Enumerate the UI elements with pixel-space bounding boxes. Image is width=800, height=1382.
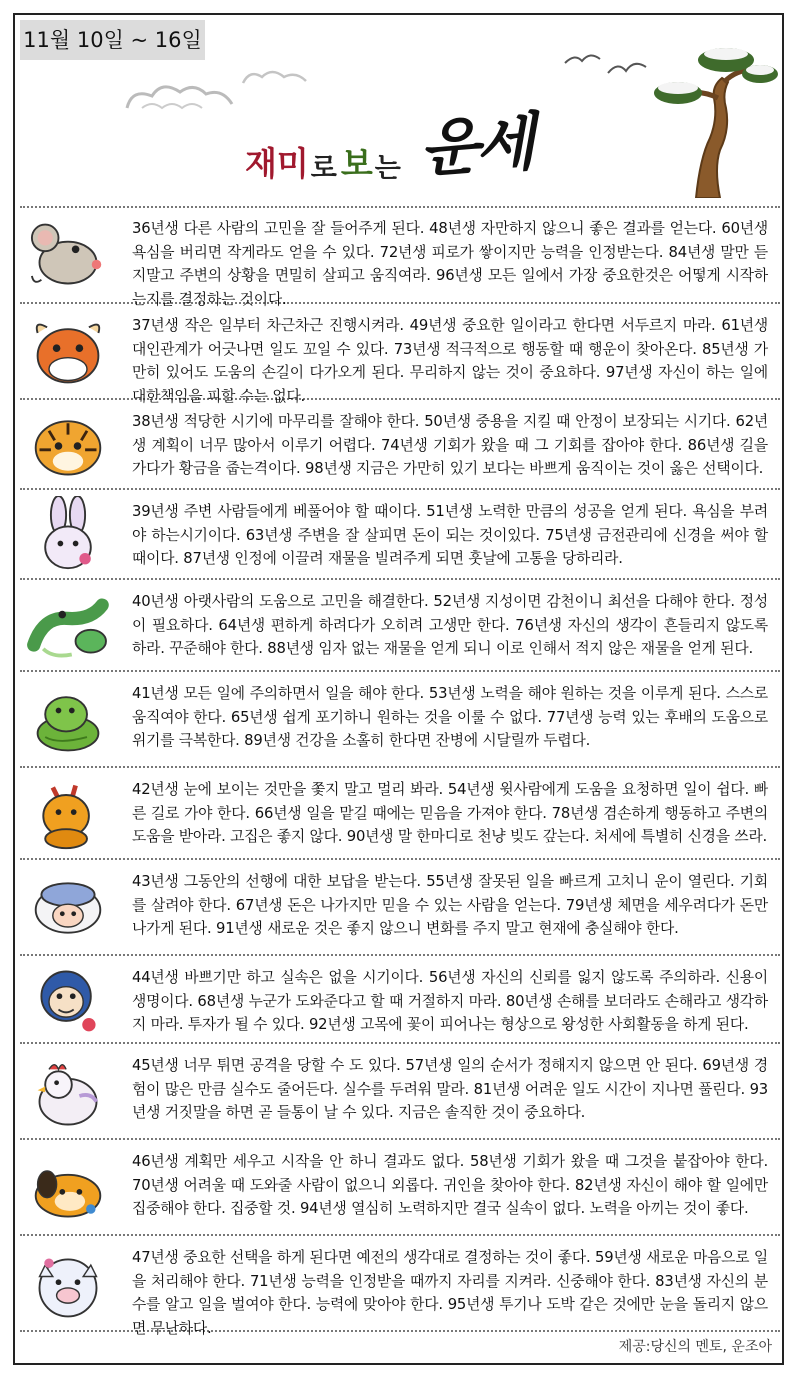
- dragon-icon: [22, 588, 112, 664]
- rabbit-icon: [30, 496, 106, 572]
- fortune-row-dog: [20, 1140, 780, 1236]
- fortune-text: 38년생 적당한 시기에 마무리를 잘해야 한다. 50년생 중용을 지킬 때 안정이 보장되는 시기다. 62년생 계획이 너무 많아서 이루기 어렵다. 74년생 기회가 왔을 때 그 기회를 잡아야 한다. 86년생 길을 가다가 황금을 줍는격이다. 98년생 지금은 가만히 있기 보다는 바쁘게 움직이는 것이 옳은 선택이다.: [132, 413, 768, 477]
- dog-icon: [30, 1152, 106, 1228]
- tiger-icon: [30, 408, 106, 484]
- fortune-row-horse: [20, 768, 780, 860]
- fortune-text: 36년생 다른 사람의 고민을 잘 들어주게 된다. 48년생 자만하지 않으니 좋은 결과를 얻는다. 60년생 욕심을 버리면 작게라도 얻을 수 있다. 72년생 피로가 쌓이지만 능력을 인정받는다. 84년생 말만 듣지말고 주변의 상황을 면밀히 살피고 움직여라. 96년생 모든 일에서 가장 중요한것은 어떻게 시작하는지를 결정하는 것이다.: [132, 220, 768, 308]
- fortune-row-ox: [20, 304, 780, 405]
- fortune-row-rooster: [20, 1044, 780, 1140]
- title-particle-ro: 로: [310, 153, 337, 184]
- rooster-icon: [30, 1058, 106, 1134]
- fortune-text: 44년생 바쁘기만 하고 실속은 없을 시기이다. 56년생 자신의 신뢰를 잃지 않도록 주의하라. 신용이 생명이다. 68년생 누군가 도와준다고 할 때 거절하지 마라. 80년생 손해를 보더라도 손해라고 생각하지 마라. 투자가 될 수 있다. 92년생 고목에 꽃이 피어나는 형상으로 왕성한 사회활동을 하게 된다.: [132, 969, 768, 1033]
- date-range: 11월 10일 ~ 16일: [20, 20, 205, 60]
- fortune-row-pig: [20, 1236, 780, 1337]
- sheep-icon: [30, 870, 106, 946]
- title-fortune: 운세: [416, 105, 534, 186]
- fortune-row-tiger: [20, 400, 780, 490]
- pig-icon: [30, 1248, 106, 1324]
- fortune-text: 46년생 계획만 세우고 시작을 안 하니 결과도 없다. 58년생 기회가 왔을 때 그것을 붙잡아야 한다. 70년생 어려울 때 도와줄 사람이 없으니 외롭다. 귀인을 찾아야 한다. 82년생 자신이 해야 할 일에만 집중해야 한다. 집중할 것. 94년생 열심히 노력하지만 결국 실속이 없다. 노력을 아끼는 것이 좋다.: [132, 1153, 768, 1217]
- fortune-row-snake: [20, 672, 780, 768]
- ox-icon: [30, 314, 106, 390]
- snake-icon: [30, 682, 106, 758]
- fortune-row-rabbit: [20, 490, 780, 580]
- fortune-text: 47년생 중요한 선택을 하게 된다면 예전의 생각대로 결정하는 것이 좋다. 59년생 새로운 마음으로 일을 처리해야 한다. 71년생 능력을 인정받을 때까지 자리를 지켜라. 신중해야 한다. 83년생 자신의 분수를 알고 일을 벌여야 한다. 능력에 맞아야 한다. 95년생 투기나 도박 같은 것에만 눈을 돌리지 않으면 무난하다.: [132, 1249, 768, 1337]
- monkey-icon: [30, 962, 106, 1038]
- fortune-text: 42년생 눈에 보이는 것만을 쫓지 말고 멀리 봐라. 54년생 윗사람에게 도움을 요청하면 일이 쉽다. 빠른 길로 가야 한다. 66년생 일을 맡길 때에는 믿음을 가져야 한다. 78년생 겸손하게 행동하고 주변의 도움을 받아라. 고집은 좋지 않다. 90년생 말 한마디로 천냥 빚도 갚는다. 처세에 특별히 신경을 쓰라.: [132, 781, 768, 845]
- credit-line: 제공:당신의 멘토, 운조아: [618, 1339, 772, 1355]
- fortune-row-sheep: [20, 860, 780, 956]
- title-particle-neun: 는: [374, 153, 401, 184]
- cloud-icon: [240, 65, 310, 90]
- fortune-text: 43년생 그동안의 선행에 대한 보답을 받는다. 55년생 잘못된 일을 빠르게 고치니 운이 열린다. 기회를 살려야 한다. 67년생 돈은 나가지만 믿을 수 있는 사람을 얻는다. 79년생 체면을 세우려다가 돈만 나가게 된다. 91년생 새로운 것은 좋지 않으니 변화를 주지 말고 현재에 충실해야 한다.: [132, 873, 768, 937]
- cloud-icon: [122, 78, 237, 118]
- fortune-row-monkey: [20, 956, 780, 1044]
- birds-icon: [560, 45, 650, 85]
- fortune-text: 40년생 아랫사람의 도움으로 고민을 해결한다. 52년생 지성이면 감천이니 최선을 다해야 한다. 정성이 필요하다. 64년생 편하게 하려다가 오히려 고생만 한다. 76년생 자신의 생각이 흔들리지 않도록 하라. 꾸준해야 한다. 88년생 임자 없는 재물을 얻게 되니 이로 인해서 적지 않은 재물을 얻게 된다.: [132, 593, 768, 657]
- header: [0, 0, 800, 205]
- page-title: [245, 95, 534, 186]
- pine-tree-icon: [648, 38, 778, 198]
- fortune-text: 45년생 너무 튀면 공격을 당할 수 도 있다. 57년생 일의 순서가 정해지지 않으면 안 된다. 69년생 경험이 많은 만큼 실수도 줄어든다. 실수를 두려워 말라. 81년생 어려운 일도 시간이 지나면 풀린다. 93년생 거짓말을 하면 곧 들통이 날 수 있다. 지금은 솔직한 것이 중요하다.: [132, 1057, 768, 1121]
- fortune-text: 39년생 주변 사람들에게 베풀어야 할 때이다. 51년생 노력한 만큼의 성공을 얻게 된다. 욕심을 부려야 하는시기이다. 63년생 주변을 잘 살피면 돈이 되는 것이있다. 75년생 금전관리에 신경을 써야 할 때이다. 87년생 인정에 이끌려 재물을 빌려주게 되면 훗날에 고통을 당하리라.: [132, 503, 768, 567]
- fortune-text: 41년생 모든 일에 주의하면서 일을 해야 한다. 53년생 노력을 해야 원하는 것을 이루게 된다. 스스로 움직여야 한다. 65년생 쉽게 포기하니 원하는 것을 이룰 수 없다. 77년생 능력 있는 후배의 도움으로위기를 극복한다. 89년생 건강을 소홀히 한다면 잔병에 시달릴까 두렵다.: [132, 685, 768, 749]
- mouse-icon: [30, 217, 106, 293]
- title-part-fun: 재미: [245, 144, 309, 183]
- fortune-row-mouse: [20, 207, 780, 308]
- fortune-row-dragon: [20, 580, 780, 672]
- title-part-see: 보: [340, 144, 373, 183]
- fortune-text: 37년생 작은 일부터 차근차근 진행시켜라. 49년생 중요한 일이라고 한다면 서두르지 마라. 61년생 대인관계가 어긋나면 일도 꼬일 수 있다. 73년생 적극적으로 행동할 때 행운이 찾아온다. 85년생 가만히 있어도 도움의 손길이 다가오게 된다. 무리하지 않는 것이 중요하다. 97년생 자신이 하는 일에 대한책임을 피할 수는 없다.: [132, 317, 768, 405]
- horse-icon: [30, 776, 106, 852]
